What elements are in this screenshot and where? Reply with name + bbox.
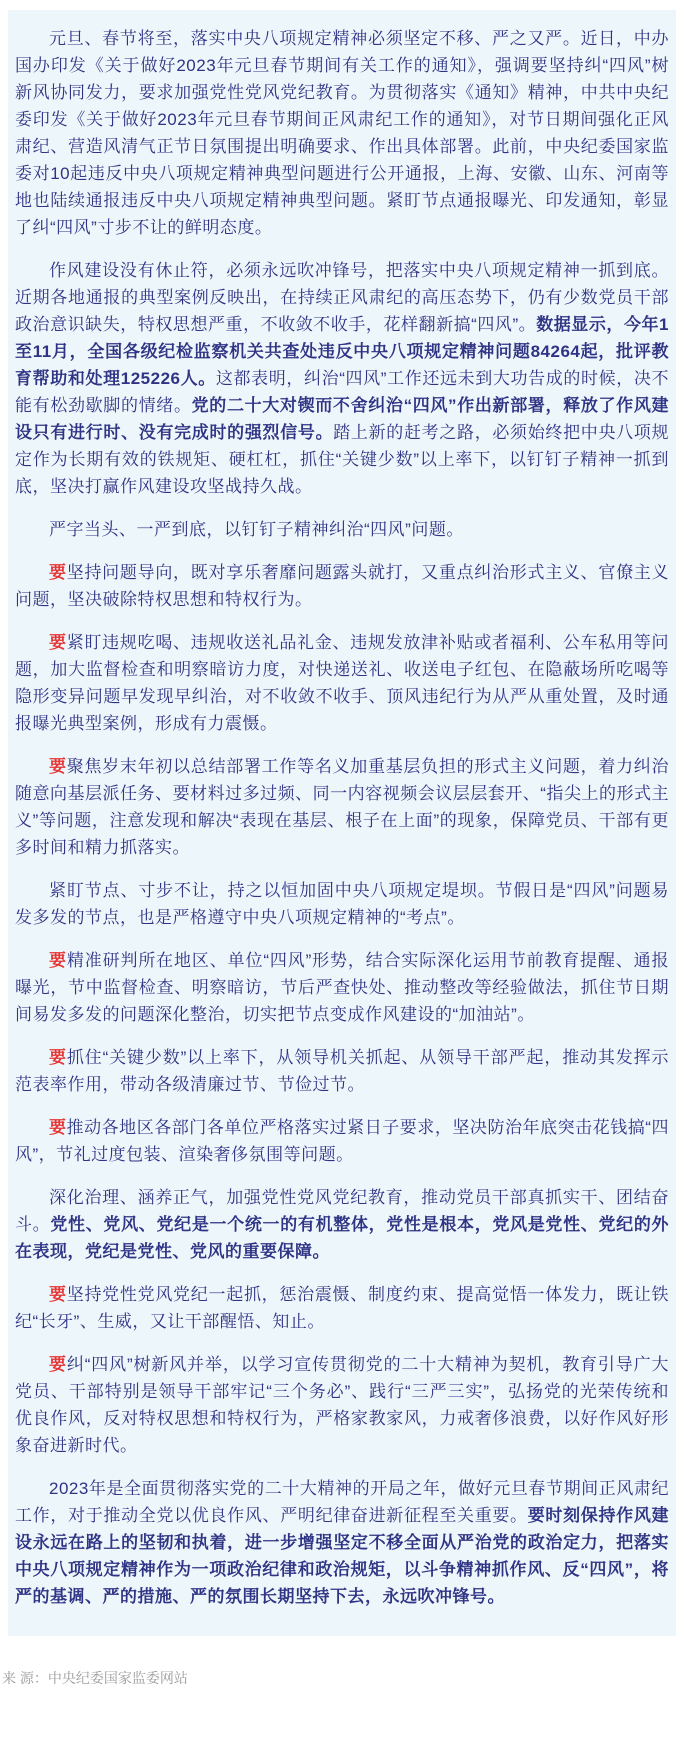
text-segment: 坚持问题导向，既对享乐奢靡问题露头就打，又重点纠治形式主义、官僚主义问题，坚决破除特权思想和特权行为。 [15,563,670,609]
source-credit-text: 来 源：中央纪委国家监委网站 [2,1670,188,1686]
paragraph [15,559,669,613]
text-segment: 聚焦岁末年初以总结部署工作等名义加重基层负担的形式主义问题，着力纠治随意向基层派任务、要材料过多过频、同一内容视频会议层层套开、“指尖上的形式主义”等问题，注意发现和解决“表现在基层、根子在上面”的现象，保障党员、干部有更多时间和精力抓落实。 [15,757,670,857]
paragraph [15,1475,669,1610]
paragraph [15,753,669,861]
red-keyword: 要 [49,563,67,582]
text-segment: 纠“四风”树新风并举，以学习宣传贯彻党的二十大精神为契机，教育引导广大党员、干部特别是领导干部牢记“三个务必”、践行“三严三实”，弘扬党的光荣传统和优良作风，反对特权思想和特权行为，严格家教家风，力戒奢侈浪费，以好作风好形象奋进新时代。 [15,1355,670,1455]
text-segment: 紧盯节点、寸步不让，持之以恒加固中央八项规定堤坝。节假日是“四风”问题易发多发的节点，也是严格遵守中央八项规定精神的“考点”。 [15,881,669,927]
text-segment: 紧盯违规吃喝、违规收送礼品礼金、违规发放津补贴或者福利、公车私用等问题，加大监督检查和明察暗访力度，对快递送礼、收送电子红包、在隐蔽场所吃喝等隐形变异问题早发现早纠治，对不收敛不收手、顶风违纪行为从严从重处置，及时通报曝光典型案例，形成有力震慑。 [15,633,670,733]
text-segment: 严字当头、一严到底，以钉钉子精神纠治“四风”问题。 [49,520,464,539]
paragraph [15,516,669,543]
emphasis-bold-text: 要时刻保持作风建设永远在路上的坚韧和执着，进一步增强坚定不移全面从严治党的政治定力，把落实中央八项规定精神作为一项政治纪律和政治规矩，以斗争精神抓作风、反“四风”，将严的基调、严的措施、严的氛围长期坚持下去，永远吹冲锋号。 [15,1506,669,1606]
article-content-box [8,10,676,1636]
article-body [15,25,669,1610]
paragraph [15,1114,669,1168]
text-segment: 精准研判所在地区、单位“四风”形势，结合实际深化运用节前教育提醒、通报曝光，节中监督检查、明察暗访，节后严查快处、推动整改等经验做法，抓住节日期间易发多发的问题深化整治，切实把节点变成作风建设的“加油站”。 [15,951,670,1024]
paragraph [15,947,669,1028]
emphasis-bold-text: 数据显示，今年1至11月，全国各级纪检监察机关共查处违反中央八项规定精神问题84264起，批评教育帮助和处理125226人。 [15,315,669,388]
emphasis-bold-text: 党性、党风、党纪是一个统一的有机整体，党性是根本，党风是党性、党纪的外在表现，党纪是党性、党风的重要保障。 [15,1215,670,1261]
text-segment: 元旦、春节将至，落实中央八项规定精神必须坚定不移、严之又严。近日，中办国办印发《关于做好2023年元旦春节期间有关工作的通知》，强调要坚持纠“四风”树新风协同发力，要求加强党性党风党纪教育。为贯彻落实《通知》精神，中共中央纪委印发《关于做好2023年元旦春节期间正风肃纪工作的通知》，对节日期间强化正风肃纪、营造风清气正节日氛围提出明确要求、作出具体部署。此前，中央纪委国家监委对10起违反中央八项规定精神典型问题进行公开通报，上海、安徽、山东、河南等地也陆续通报违反中央八项规定精神典型问题。紧盯节点通报曝光、印发通知，彰显了纠“四风”寸步不让的鲜明态度。 [15,29,669,237]
red-keyword: 要 [49,1048,67,1067]
red-keyword: 要 [49,1355,67,1374]
red-keyword: 要 [49,951,67,970]
paragraph [15,877,669,931]
text-segment: 这都表明，纠治“四风”工作还远未到大功告成的时候，决不能有松劲歇脚的情绪。 [15,369,669,415]
text-segment: 推动各地区各部门各单位严格落实过紧日子要求，坚决防治年底突击花钱搞“四风”，节礼过度包装、渲染奢侈氛围等问题。 [15,1118,669,1164]
text-segment: 作风建设没有休止符，必须永远吹冲锋号，把落实中央八项规定精神一抓到底。近期各地通报的典型案例反映出，在持续正风肃纪的高压态势下，仍有少数党员干部政治意识缺失，特权思想严重，不收敛不收手，花样翻新搞“四风”。 [15,261,669,334]
paragraph [15,1351,669,1459]
paragraph [15,629,669,737]
red-keyword: 要 [49,757,67,776]
text-segment: 深化治理、涵养正气，加强党性党风党纪教育，推动党员干部真抓实干、团结奋斗。 [15,1188,669,1234]
red-keyword: 要 [49,633,67,652]
text-segment: 坚持党性党风党纪一起抓，惩治震慑、制度约束、提高觉悟一体发力，既让铁纪“长牙”、生威，又让干部醒悟、知止。 [15,1285,670,1331]
text-segment: 踏上新的赶考之路，必须始终把中央八项规定作为长期有效的铁规矩、硬杠杠，抓住“关键少数”以上率下，以钉钉子精神一抓到底，坚决打赢作风建设攻坚战持久战。 [15,423,669,496]
emphasis-bold-text: 党的二十大对锲而不舍纠治“四风”作出新部署，释放了作风建设只有进行时、没有完成时的强烈信号。 [15,396,670,442]
paragraph [15,1281,669,1335]
paragraph [15,1044,669,1098]
text-segment: 抓住“关键少数”以上率下，从领导机关抓起、从领导干部严起，推动其发挥示范表率作用，带动各级清廉过节、节俭过节。 [15,1048,670,1094]
text-segment: 2023年是全面贯彻落实党的二十大精神的开局之年，做好元旦春节期间正风肃纪工作，对于推动全党以优良作风、严明纪律奋进新征程至关重要。 [15,1479,669,1525]
paragraph [15,1184,669,1265]
red-keyword: 要 [49,1285,67,1304]
paragraph [15,25,669,241]
paragraph [15,257,669,500]
red-keyword: 要 [49,1118,67,1137]
source-credit-line [2,1668,684,1688]
